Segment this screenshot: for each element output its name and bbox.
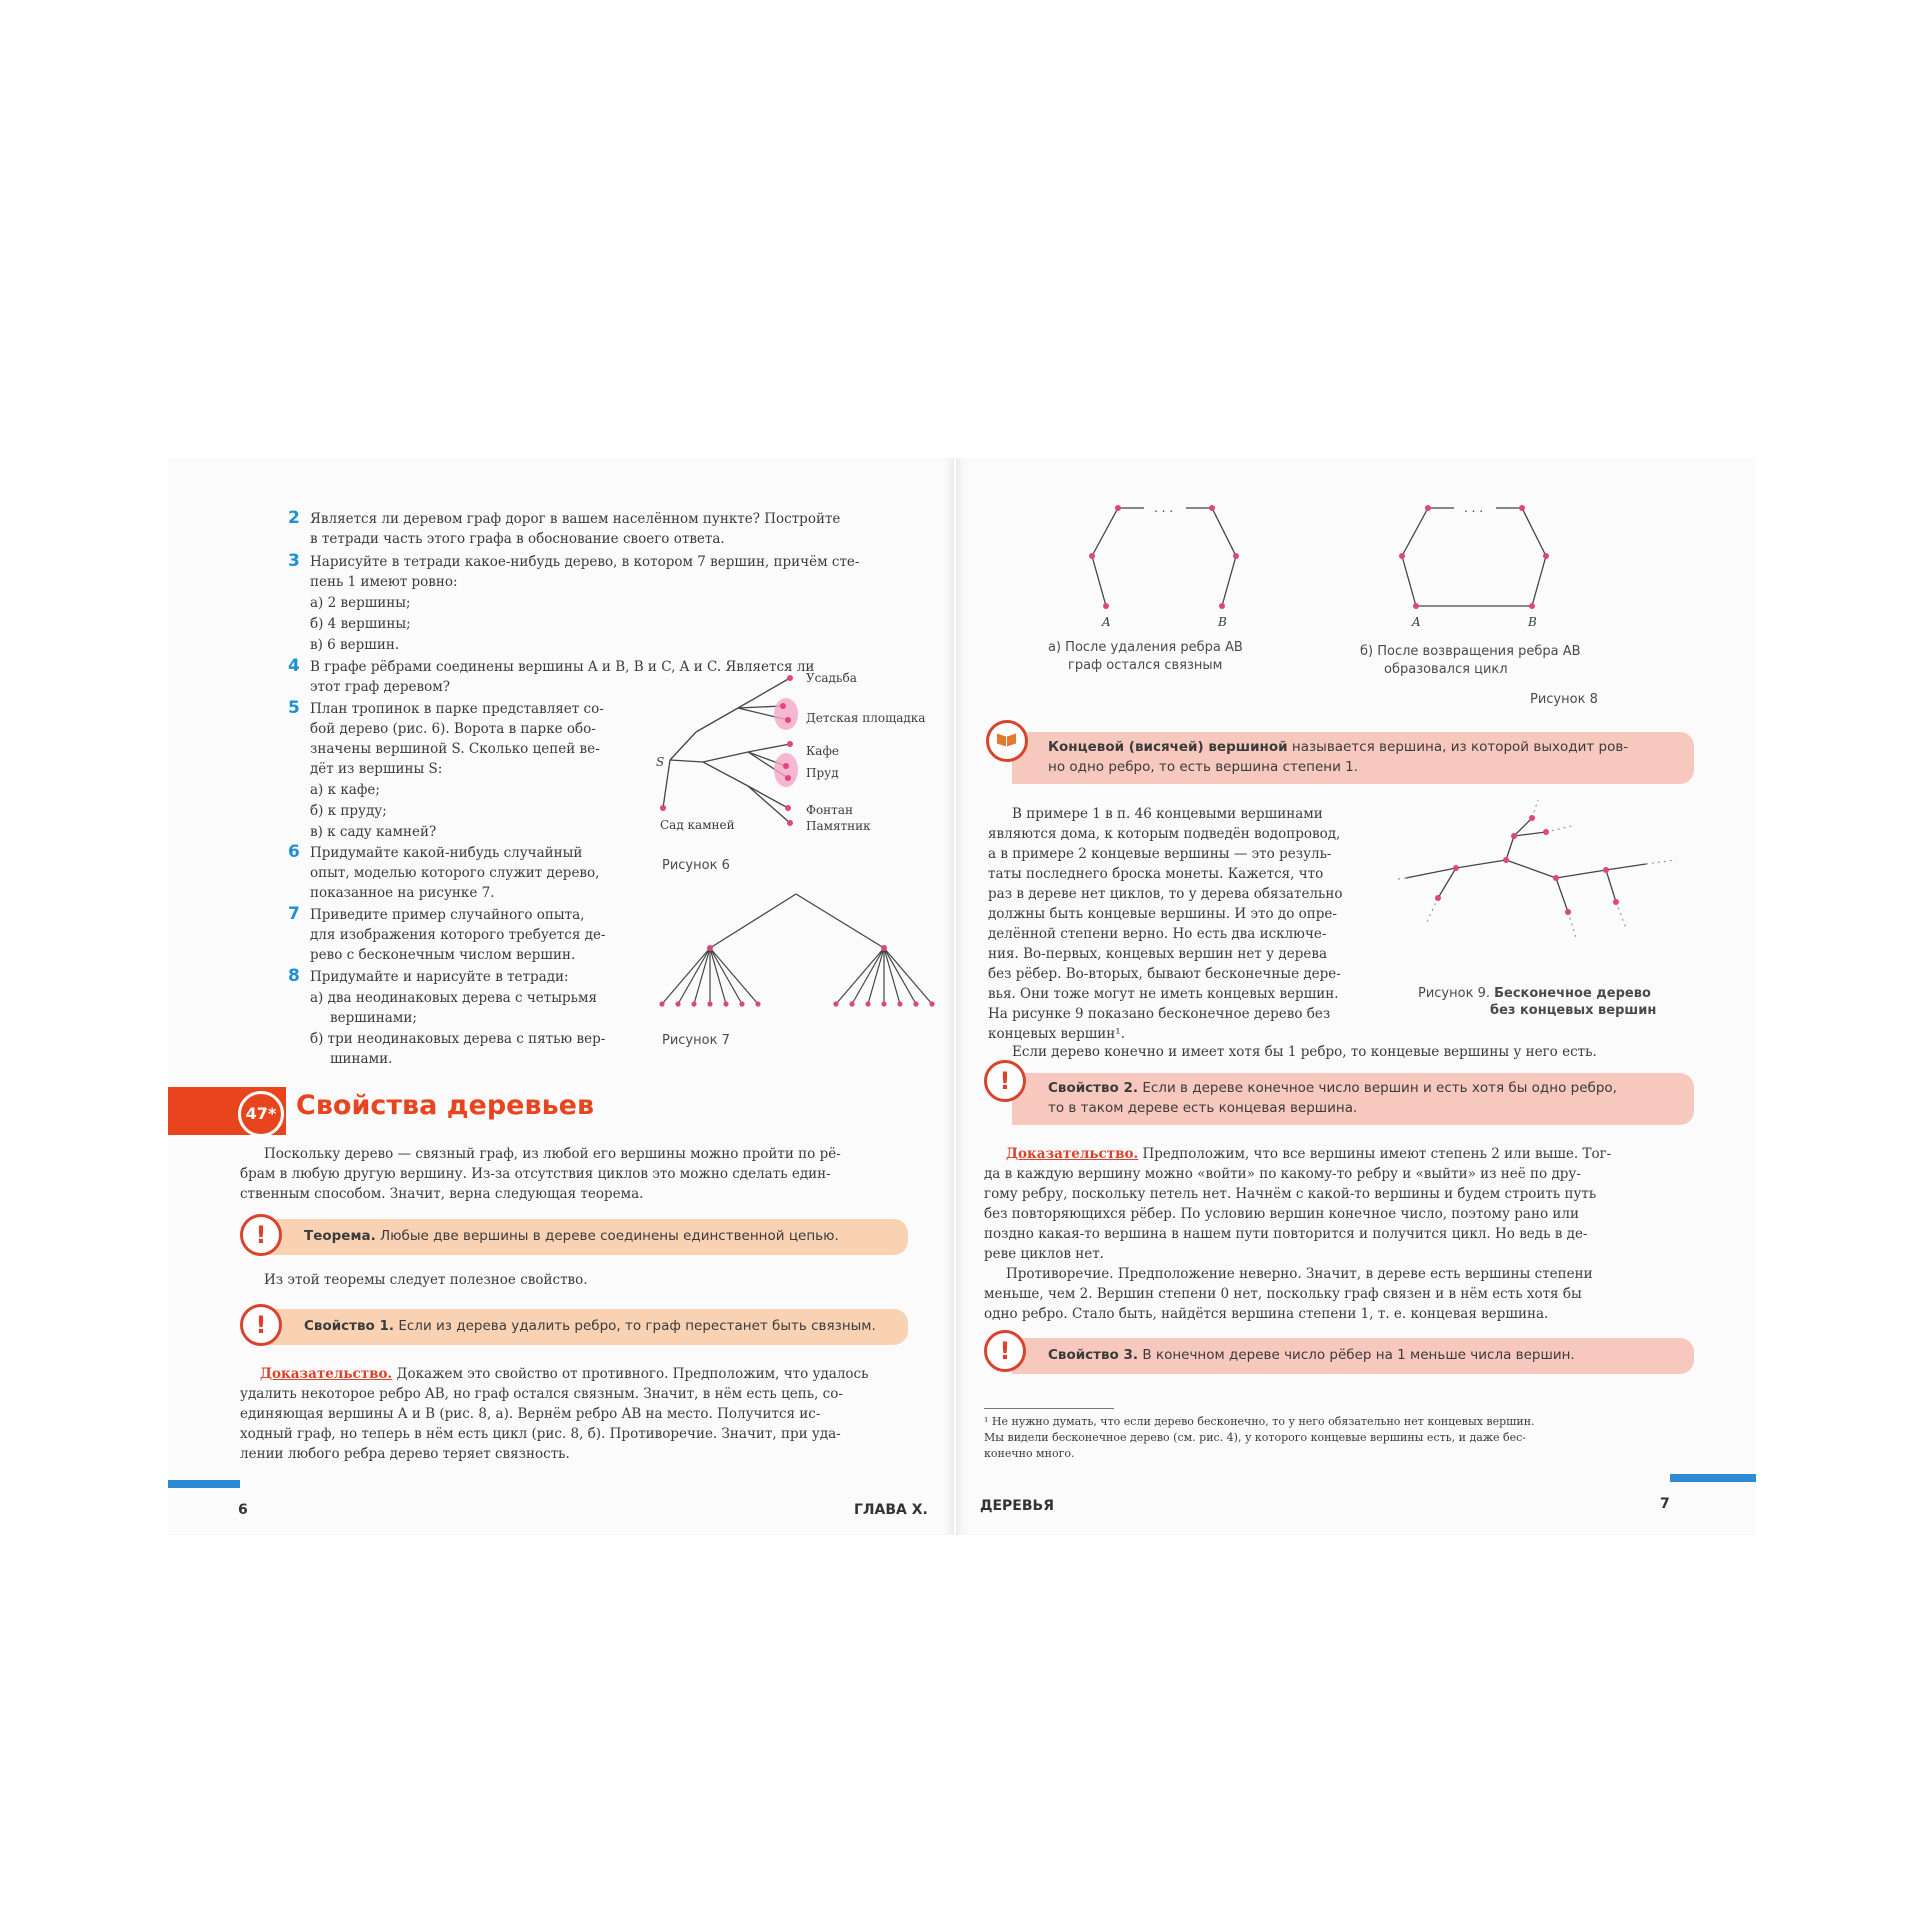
proof-label: Доказательство. [260, 1366, 393, 1382]
paragraph-line: таты последнего броска монеты. Кажется, что [988, 866, 1324, 882]
leaf-vertex [913, 1001, 918, 1006]
exercise-text: Является ли деревом граф дорог в вашем населённом пункте? Постройте [310, 511, 841, 527]
proof-2-label: Доказательство. [1006, 1146, 1139, 1162]
svg-text:. . .: . . . [1154, 501, 1174, 515]
figure-9-tree [1396, 798, 1696, 958]
exercise-number: 5 [288, 698, 300, 718]
page-edge-bar [1670, 1474, 1756, 1482]
proof-2-line: меньше, чем 2. Вершин степени 0 нет, поскольку граф связен и в нём есть хотя бы [984, 1286, 1582, 1302]
exercise-number: 3 [288, 551, 300, 571]
figure-6-tree [648, 668, 938, 838]
pond-highlight [774, 753, 798, 787]
exercise-text: Нарисуйте в тетради какое-нибудь дерево, в котором 7 вершин, причём сте- [310, 554, 860, 570]
leaf-vertex [707, 1001, 712, 1006]
leaf-vertex [659, 1001, 664, 1006]
definition-text: но одно ребро, то есть вершина степени 1. [1048, 759, 1359, 775]
exercise-text: значены вершиной S. Сколько цепей ве- [310, 741, 600, 757]
fig8b-caption: образовался цикл [1384, 662, 1508, 677]
exercise-item: шинами. [330, 1051, 393, 1067]
figure-8a-graph [1086, 498, 1266, 628]
exercise-text: Придумайте и нарисуйте в тетради: [310, 969, 569, 985]
section-number-badge: 47* [238, 1091, 284, 1137]
leaf-vertex [929, 1001, 934, 1006]
exercise-item: б) три неодинаковых дерева с пятью вер- [310, 1031, 606, 1047]
fig8a-label-a: A [1102, 615, 1111, 629]
leaf-vertex [691, 1001, 696, 1006]
theorem-label: Теорема. [304, 1228, 376, 1244]
fig6-label-playground: Детская площадка [806, 711, 926, 725]
paragraph-line: являются дома, к которым подведён водопровод, [988, 826, 1341, 842]
page-edge-bar [168, 1480, 240, 1488]
paragraph-line: делённой степени верно. Но есть два исключе- [988, 926, 1327, 942]
leaf-vertex [755, 1001, 760, 1006]
figure-8b-graph [1396, 498, 1576, 628]
proof-line: единяющая вершины A и B (рис. 8, а). Вернём ребро AB на место. Получится ис- [240, 1406, 821, 1422]
intro-line: Поскольку дерево — связный граф, из любой его вершины можно пройти по рё- [264, 1146, 841, 1162]
right-page [956, 458, 1756, 1535]
figure-6-caption: Рисунок 6 [662, 858, 730, 873]
paragraph-line: концевых вершин¹. [988, 1026, 1125, 1042]
proof-2-line: поздно какая-то вершина в нашем пути повторится и получится цикл. Но ведь в де- [984, 1226, 1588, 1242]
exercise-number: 4 [288, 656, 300, 676]
leaf-vertex [833, 1001, 838, 1006]
definition-box [1012, 732, 1694, 784]
exercise-item: а) два неодинаковых дерева с четырьмя [310, 990, 598, 1006]
figure-7-tree [648, 888, 948, 1018]
fig8b-caption: б) После возвращения ребра AB [1360, 644, 1581, 659]
property-3-label: Свойство 3. [1048, 1347, 1139, 1363]
exercise-text: пень 1 имеют ровно: [310, 574, 458, 590]
exercise-text: Приведите пример случайного опыта, [310, 907, 585, 923]
book-icon [986, 720, 1028, 762]
chapter-title: ДЕРЕВЬЯ [980, 1498, 1054, 1514]
footnote-divider [984, 1408, 1114, 1409]
property-3-box [1012, 1338, 1694, 1374]
leaf-vertex [865, 1001, 870, 1006]
proof-2-line: да в каждую вершину можно «войти» по какому-то ребру и «выйти» из неё по дру- [984, 1166, 1581, 1182]
fig8a-label-b: B [1218, 615, 1227, 629]
paragraph-line: В примере 1 в п. 46 концевыми вершинами [1012, 806, 1323, 822]
leaf-vertex [739, 1001, 744, 1006]
leaf-vertex [881, 1001, 886, 1006]
proof-line: ходный граф, но теперь в нём есть цикл (рис. 8, б). Противоречие. Значит, при уда- [240, 1426, 841, 1442]
fig8b-label-b: B [1528, 615, 1537, 629]
after-theorem-text: Из этой теоремы следует полезное свойство. [264, 1272, 588, 1288]
proof-2-line: одно ребро. Стало быть, найдётся вершина степени 1, т. е. концевая вершина. [984, 1306, 1549, 1322]
paragraph-line: раз в дереве нет циклов, то у дерева обязательно [988, 886, 1343, 902]
paragraph-line: должны быть концевые вершины. И это до опре- [988, 906, 1337, 922]
property-2-label: Свойство 2. [1048, 1080, 1139, 1096]
intro-line: брам в любую другую вершину. Из-за отсутствия циклов это можно сделать един- [240, 1166, 831, 1182]
fig6-label-s: S [656, 755, 665, 769]
proof-2-line: гому ребру, поскольку петель нет. Начнём с какой-то вершины и будем строить путь [984, 1186, 1597, 1202]
paragraph-line: ния. Во-первых, концевых вершин нет у дерева [988, 946, 1327, 962]
exercise-text: В графе рёбрами соединены вершины A и B, B и C, A и C. Является ли [310, 659, 815, 675]
exercise-item: а) 2 вершины; [310, 595, 411, 611]
page-number: 6 [238, 1502, 248, 1518]
theorem-text: Любые две вершины в дереве соединены единственной цепью. [380, 1228, 839, 1244]
leaf-vertex [675, 1001, 680, 1006]
exercise-text: для изображения которого требуется де- [310, 927, 606, 943]
fig8b-label-a: A [1412, 615, 1421, 629]
page-number: 7 [1660, 1496, 1670, 1512]
figure-9-caption-lead: Рисунок 9. [1418, 986, 1490, 1001]
footnote-line: конечно много. [984, 1447, 1075, 1460]
exercise-text: опыт, моделью которого служит дерево, [310, 865, 600, 881]
theorem-box [268, 1219, 908, 1255]
proof-2-line: без повторяющихся рёбер. По условию вершин конечное число, поэтому рано или [984, 1206, 1579, 1222]
exclamation-icon: ! [984, 1060, 1026, 1102]
property-1-label: Свойство 1. [304, 1318, 395, 1334]
exercise-item: а) к кафе; [310, 782, 380, 798]
proof-2-line: реве циклов нет. [984, 1246, 1104, 1262]
chapter-title: ГЛАВА X. [854, 1502, 928, 1518]
exercise-item: в) к саду камней? [310, 824, 437, 840]
exercise-number: 6 [288, 842, 300, 862]
exercise-item: вершинами; [330, 1010, 417, 1026]
definition-term: Концевой (висячей) вершиной [1048, 739, 1288, 755]
property-1-text: Если из дерева удалить ребро, то граф перестанет быть связным. [398, 1318, 876, 1334]
fig8a-caption: а) После удаления ребра AB [1048, 640, 1243, 655]
paragraph-line: без рёбер. Во-вторых, бывают бесконечные дере- [988, 966, 1341, 982]
property-2-box [1012, 1073, 1694, 1125]
exercise-text: План тропинок в парке представляет со- [310, 701, 604, 717]
paragraph-line: а в примере 2 концевые вершины — это резуль- [988, 846, 1332, 862]
fig6-label-monument: Памятник [806, 819, 871, 833]
fig6-label-cafe: Кафе [806, 744, 839, 758]
exercise-item: в) 6 вершин. [310, 637, 400, 653]
proof-line: удалить некоторое ребро AB, но граф остался связным. Значит, в нём есть цепь, со- [240, 1386, 843, 1402]
exercise-text: в тетради часть этого графа в обоснование своего ответа. [310, 531, 725, 547]
figure-9-caption-title: без концевых вершин [1490, 1003, 1657, 1018]
exclamation-icon: ! [240, 1304, 282, 1346]
property-2-text: Если в дереве конечное число вершин и есть хотя бы одно ребро, [1142, 1080, 1617, 1096]
footnote-line: Мы видели бесконечное дерево (см. рис. 4), у которого концевые вершины есть, и даже бес- [984, 1431, 1526, 1444]
exercise-number: 8 [288, 966, 300, 986]
exclamation-icon: ! [240, 1214, 282, 1256]
fig8a-caption: граф остался связным [1068, 658, 1223, 673]
playground-highlight [774, 698, 798, 730]
property-2-text: то в таком дереве есть концевая вершина. [1048, 1100, 1358, 1116]
exercise-item: б) 4 вершины; [310, 616, 411, 632]
fig6-label-usadba: Усадьба [806, 671, 857, 685]
figure-7-caption: Рисунок 7 [662, 1033, 730, 1048]
exercise-text: бой дерево (рис. 6). Ворота в парке обо- [310, 721, 596, 737]
exercise-number: 2 [288, 508, 300, 528]
exercise-text: этот граф деревом? [310, 679, 450, 695]
fig6-label-fountain: Фонтан [806, 803, 853, 817]
fig6-label-pond: Пруд [806, 766, 839, 780]
fig6-label-garden: Сад камней [660, 818, 735, 832]
paragraph-line: вья. Они тоже могут не иметь концевых вершин. [988, 986, 1339, 1002]
leaf-vertex [849, 1001, 854, 1006]
intro-line: ственным способом. Значит, верна следующая теорема. [240, 1186, 644, 1202]
figure-9-caption-title: Бесконечное дерево [1494, 986, 1651, 1001]
exercise-text: дёт из вершины S: [310, 761, 443, 777]
leaf-vertex [897, 1001, 902, 1006]
property-3-text: В конечном дереве число рёбер на 1 меньше числа вершин. [1142, 1347, 1575, 1363]
left-page [168, 458, 954, 1535]
exclamation-icon: ! [984, 1330, 1026, 1372]
paragraph-line: На рисунке 9 показано бесконечное дерево без [988, 1006, 1331, 1022]
leaf-vertex [723, 1001, 728, 1006]
exercise-item: б) к пруду; [310, 803, 387, 819]
proof-line: лении любого ребра дерево теряет связность. [240, 1446, 570, 1462]
footnote-line: ¹ Не нужно думать, что если дерево бесконечно, то у него обязательно нет концевых вершин. [984, 1415, 1535, 1428]
exercise-text: показанное на рисунке 7. [310, 885, 495, 901]
exercise-text: Придумайте какой-нибудь случайный [310, 845, 583, 861]
proof-2-text: Предположим, что все вершины имеют степень 2 или выше. Тог- [1142, 1146, 1612, 1162]
exercise-text: рево с бесконечным числом вершин. [310, 947, 576, 963]
figure-8-caption: Рисунок 8 [1530, 692, 1598, 707]
proof-2-line: Противоречие. Предположение неверно. Значит, в дереве есть вершины степени [1006, 1266, 1593, 1282]
property-1-box [268, 1309, 908, 1345]
definition-text: называется вершина, из которой выходит ров- [1291, 739, 1629, 755]
proof-text: Докажем это свойство от противного. Предположим, что удалось [396, 1366, 869, 1382]
finite-tree-text: Если дерево конечно и имеет хотя бы 1 ребро, то концевые вершины у него есть. [1012, 1044, 1597, 1060]
section-title: Свойства деревьев [296, 1090, 595, 1121]
svg-text:. . .: . . . [1464, 501, 1484, 515]
exercise-number: 7 [288, 904, 300, 924]
